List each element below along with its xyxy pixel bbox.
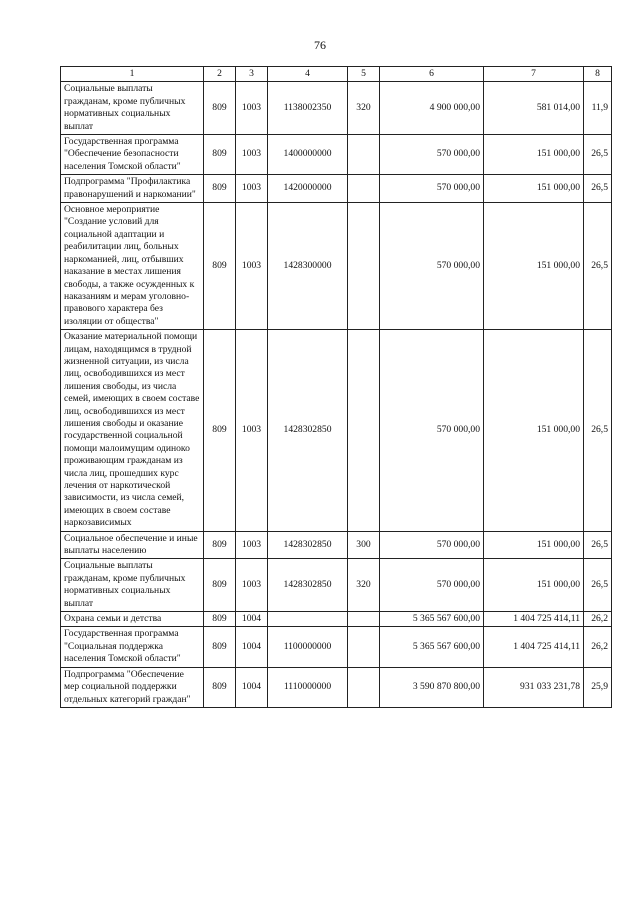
cell-actual: 1 404 725 414,11 (484, 612, 584, 627)
cell-expense-type (348, 612, 380, 627)
cell-actual: 931 033 231,78 (484, 667, 584, 707)
cell-expense-type: 320 (348, 559, 380, 612)
cell-plan: 570 000,00 (380, 175, 484, 203)
cell-plan: 570 000,00 (380, 559, 484, 612)
row-name: Охрана семьи и детства (61, 612, 204, 627)
cell-actual: 151 000,00 (484, 531, 584, 559)
table-row (61, 82, 612, 135)
cell-plan: 570 000,00 (380, 135, 484, 175)
cell-target-article: 1100000000 (268, 627, 348, 667)
cell-target-article: 1428302850 (268, 559, 348, 612)
cell-percent: 26,5 (584, 330, 612, 532)
cell-percent: 26,5 (584, 531, 612, 559)
table-row (61, 559, 612, 612)
row-name: Социальные выплаты гражданам, кроме публичных нормативных социальных выплат (61, 559, 204, 612)
table-header-row (61, 67, 612, 82)
table-row (61, 627, 612, 667)
cell-admin-code: 809 (204, 612, 236, 627)
cell-actual: 151 000,00 (484, 203, 584, 330)
column-header: 4 (268, 67, 348, 82)
cell-target-article (268, 612, 348, 627)
cell-percent: 25,9 (584, 667, 612, 707)
column-header: 6 (380, 67, 484, 82)
cell-section-code: 1004 (236, 612, 268, 627)
cell-percent: 26,5 (584, 203, 612, 330)
cell-percent: 26,5 (584, 175, 612, 203)
cell-admin-code: 809 (204, 330, 236, 532)
cell-actual: 581 014,00 (484, 82, 584, 135)
row-name: Подпрограмма "Обеспечение мер социальной поддержки отдельных категорий граждан" (61, 667, 204, 707)
cell-percent: 26,5 (584, 135, 612, 175)
cell-section-code: 1003 (236, 330, 268, 532)
cell-section-code: 1004 (236, 627, 268, 667)
cell-plan: 4 900 000,00 (380, 82, 484, 135)
cell-percent: 11,9 (584, 82, 612, 135)
budget-table (60, 66, 612, 708)
cell-target-article: 1110000000 (268, 667, 348, 707)
row-name: Государственная программа "Обеспечение безопасности населения Томской области" (61, 135, 204, 175)
cell-actual: 151 000,00 (484, 559, 584, 612)
cell-expense-type (348, 330, 380, 532)
cell-section-code: 1003 (236, 135, 268, 175)
cell-admin-code: 809 (204, 667, 236, 707)
cell-target-article: 1428302850 (268, 330, 348, 532)
cell-plan: 570 000,00 (380, 531, 484, 559)
cell-plan: 5 365 567 600,00 (380, 627, 484, 667)
cell-expense-type: 300 (348, 531, 380, 559)
cell-actual: 1 404 725 414,11 (484, 627, 584, 667)
row-name: Социальное обеспечение и иные выплаты населению (61, 531, 204, 559)
cell-section-code: 1003 (236, 203, 268, 330)
column-header: 5 (348, 67, 380, 82)
cell-target-article: 1400000000 (268, 135, 348, 175)
column-header: 3 (236, 67, 268, 82)
row-name: Подпрограмма "Профилактика правонарушений и наркомании" (61, 175, 204, 203)
table-row (61, 531, 612, 559)
cell-plan: 5 365 567 600,00 (380, 612, 484, 627)
table-row (61, 612, 612, 627)
cell-expense-type (348, 175, 380, 203)
cell-plan: 570 000,00 (380, 330, 484, 532)
cell-section-code: 1003 (236, 175, 268, 203)
cell-expense-type (348, 627, 380, 667)
cell-target-article: 1428302850 (268, 531, 348, 559)
table-row (61, 667, 612, 707)
cell-percent: 26,2 (584, 627, 612, 667)
cell-actual: 151 000,00 (484, 175, 584, 203)
row-name: Государственная программа "Социальная поддержка населения Томской области" (61, 627, 204, 667)
cell-percent: 26,5 (584, 559, 612, 612)
cell-target-article: 1138002350 (268, 82, 348, 135)
cell-section-code: 1004 (236, 667, 268, 707)
cell-expense-type: 320 (348, 82, 380, 135)
cell-target-article: 1428300000 (268, 203, 348, 330)
cell-target-article: 1420000000 (268, 175, 348, 203)
cell-section-code: 1003 (236, 559, 268, 612)
column-header: 8 (584, 67, 612, 82)
cell-section-code: 1003 (236, 531, 268, 559)
row-name: Оказание материальной помощи лицам, находящимся в трудной жизненной ситуации, из числа лиц, освободившихся из мест лишения свободы, из числа семей, имеющих в своем составе лиц, освободившихся из мест лишения свободы и оказание государственной социальной помощи малоимущим одиноко проживающим гражданам из числа лиц, прошедших курс лечения от наркотической зависимости, из числа семей, имеющих в своем составе наркозависимых (61, 330, 204, 532)
cell-expense-type (348, 667, 380, 707)
table-row (61, 175, 612, 203)
row-name: Основное мероприятие "Создание условий для социальной адаптации и реабилитации лиц, больных наркоманией, лиц, отбывших наказание в местах лишения свободы, а также осужденных к наказаниям и мерам уголовно-правового характера без изоляции от общества" (61, 203, 204, 330)
cell-admin-code: 809 (204, 82, 236, 135)
cell-admin-code: 809 (204, 175, 236, 203)
page-number: 76 (314, 38, 326, 52)
cell-section-code: 1003 (236, 82, 268, 135)
cell-admin-code: 809 (204, 203, 236, 330)
cell-plan: 3 590 870 800,00 (380, 667, 484, 707)
table-row (61, 330, 612, 532)
cell-actual: 151 000,00 (484, 135, 584, 175)
cell-plan: 570 000,00 (380, 203, 484, 330)
row-name: Социальные выплаты гражданам, кроме публичных нормативных социальных выплат (61, 82, 204, 135)
cell-admin-code: 809 (204, 531, 236, 559)
table-row (61, 203, 612, 330)
table-row (61, 135, 612, 175)
column-header: 7 (484, 67, 584, 82)
cell-admin-code: 809 (204, 559, 236, 612)
cell-admin-code: 809 (204, 135, 236, 175)
column-header: 2 (204, 67, 236, 82)
cell-admin-code: 809 (204, 627, 236, 667)
cell-expense-type (348, 203, 380, 330)
cell-percent: 26,2 (584, 612, 612, 627)
column-header: 1 (61, 67, 204, 82)
cell-expense-type (348, 135, 380, 175)
cell-actual: 151 000,00 (484, 330, 584, 532)
